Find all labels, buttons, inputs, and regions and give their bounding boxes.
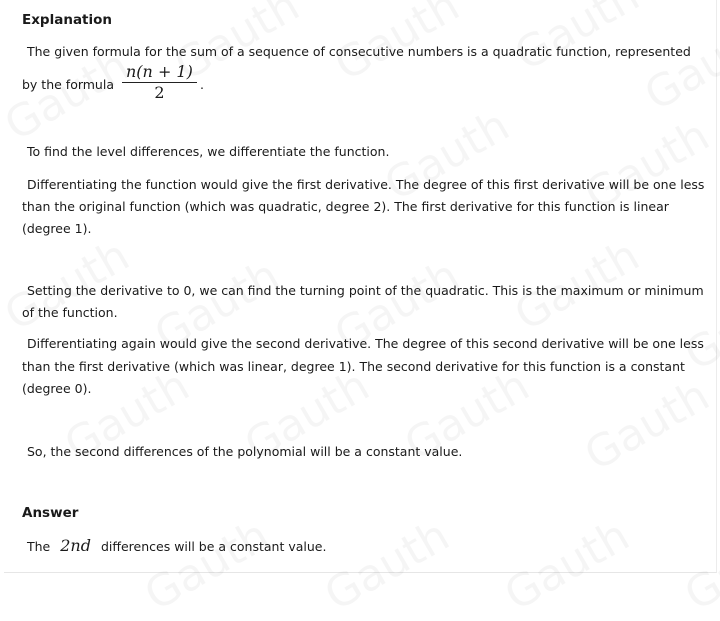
explanation-paragraph: than the original function (which was quadratic, degree 2). The first derivative for this function is linear <box>22 199 669 214</box>
answer-suffix: differences will be a constant value. <box>100 539 327 554</box>
explanation-paragraph: So, the second differences of the polynomial will be a constant value. <box>27 444 463 459</box>
answer-math: 2nd <box>60 536 91 555</box>
answer-text <box>27 536 326 555</box>
answer-prefix: The <box>27 539 51 554</box>
formula-numerator: n(n + 1) <box>122 62 197 83</box>
explanation-paragraph: (degree 1). <box>22 221 92 236</box>
formula-fraction <box>122 62 197 103</box>
explanation-paragraph: by the formula <box>22 77 114 92</box>
explanation-heading: Explanation <box>22 12 113 28</box>
explanation-paragraph: than the first derivative (which was linear, degree 1). The second derivative for this function is a constant <box>22 359 685 374</box>
explanation-paragraph: of the function. <box>22 305 118 320</box>
explanation-paragraph: Differentiating again would give the second derivative. The degree of this second derivative will be one less <box>27 336 704 351</box>
formula-period: . <box>200 77 204 92</box>
formula-denominator: 2 <box>154 83 165 102</box>
answer-heading: Answer <box>22 505 79 521</box>
explanation-paragraph: The given formula for the sum of a sequence of consecutive numbers is a quadratic function, represented <box>27 44 691 59</box>
explanation-paragraph: Setting the derivative to 0, we can find the turning point of the quadratic. This is the maximum or minimum <box>27 283 704 298</box>
explanation-paragraph: (degree 0). <box>22 381 92 396</box>
explanation-paragraph: To find the level differences, we differentiate the function. <box>27 144 390 159</box>
explanation-paragraph: Differentiating the function would give the first derivative. The degree of this first derivative will be one less <box>27 177 705 192</box>
